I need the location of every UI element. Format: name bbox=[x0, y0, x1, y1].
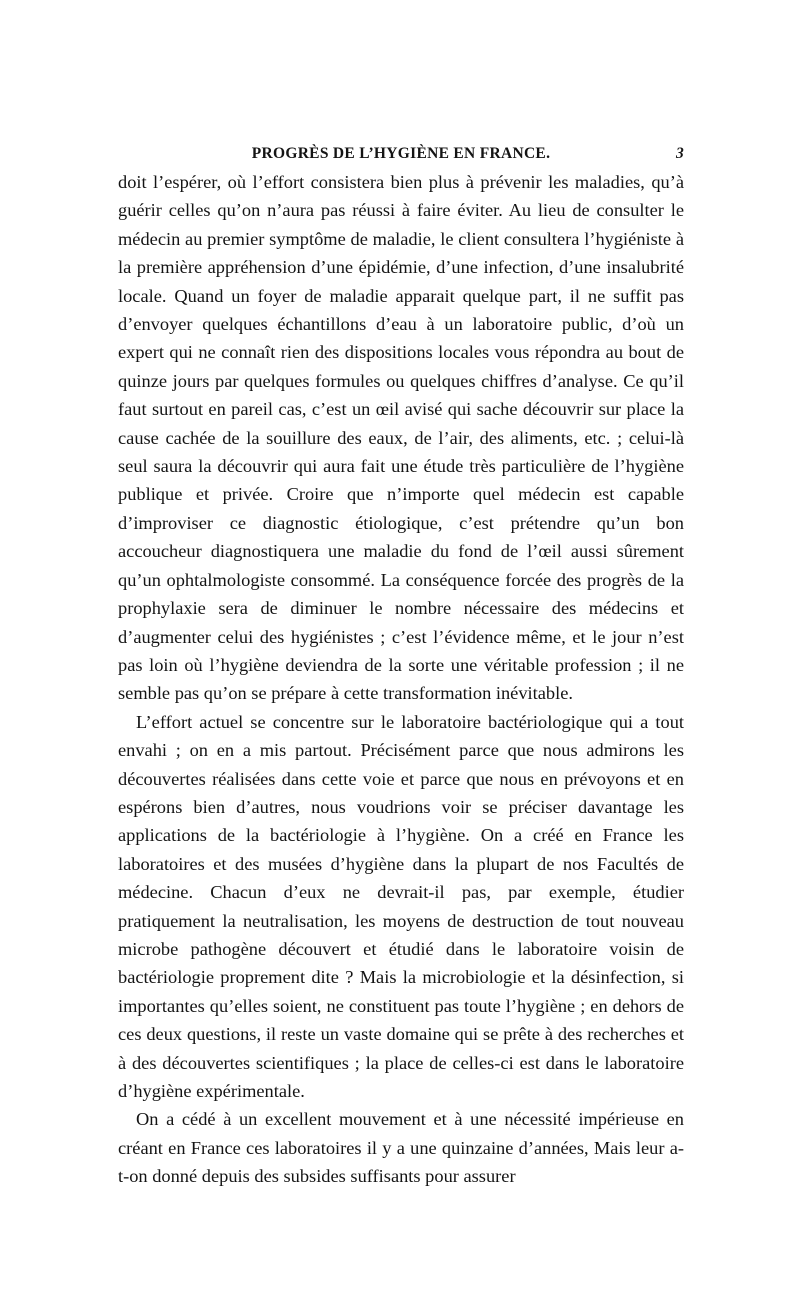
book-page bbox=[118, 142, 684, 1191]
paragraph-3: On a cédé à un excellent mouvement et à une nécessité impérieuse en créant en France ces laboratoires il y a une quinzaine d’années, Mais leur a-t-on donné depuis des subsides suffisants pour assurer bbox=[118, 1109, 684, 1187]
paragraph-1: doit l’espérer, où l’effort consistera bien plus à prévenir les maladies, qu’à guérir celles qu’on n’aura pas réussi à faire éviter. Au lieu de consulter le médecin au premier symptôme de maladie, le client consultera l’hygiéniste à la première appréhension d’une épidémie, d’une infection, d’une insalubrité locale. Quand un foyer de maladie apparait quelque part, il ne suffit pas d’envoyer quelques échantillons d’eau à un laboratoire public, d’où un expert qui ne connaît rien des dispositions locales vous répondra au bout de quinze jours par quelques formules ou quelques chiffres d’analyse. Ce qu’il faut surtout en pareil cas, c’est un œil avisé qui sache découvrir sur place la cause cachée de la souillure des eaux, de l’air, des aliments, etc. ; celui-là seul saura la découvrir qui aura fait une étude très particulière de l’hygiène publique et privée. Croire que n’importe quel médecin est capable d’improviser ce diagnostic étiologique, c’est prétendre qu’un bon accoucheur diagnostiquera une maladie du fond de l’œil aussi sûrement qu’un ophtalmologiste consommé. La conséquence forcée des progrès de la prophylaxie sera de diminuer le nombre nécessaire des médecins et d’augmenter celui des hygiénistes ; c’est l’évidence même, et le jour n’est pas loin où l’hygiène deviendra de la sorte une véritable profession ; il ne semble pas qu’on se prépare à cette transformation inévitable. bbox=[118, 172, 684, 704]
running-title: PROGRÈS DE L’HYGIÈNE EN FRANCE. bbox=[251, 145, 551, 162]
body-text bbox=[118, 168, 684, 1191]
running-header bbox=[118, 142, 684, 168]
page-number: 3 bbox=[675, 145, 684, 162]
paragraph-2: L’effort actuel se concentre sur le laboratoire bactériologique qui a tout envahi ; on en a mis partout. Précisément parce que nous admirons les découvertes réalisées dans cette voie et parce que nous en prévoyons et en espérons bien d’autres, nous voudrions voir se préciser davantage les applications de la bactériologie à l’hygiène. On a créé en France les laboratoires et des musées d’hygiène dans la plupart de nos Facultés de médecine. Chacun d’eux ne devrait-il pas, par exemple, étudier pratiquement la neutralisation, les moyens de destruction de tout nouveau microbe pathogène découvert et étudié dans le laboratoire voisin de bactériologie proprement dite ? Mais la microbiologie et la désinfection, si importantes qu’elles soient, ne constituent pas toute l’hygiène ; en dehors de ces deux questions, il reste un vaste domaine qui se prête à des recherches et à des découvertes scientifiques ; la place de celles-ci est dans le laboratoire d’hygiène expérimentale. bbox=[118, 711, 684, 1101]
